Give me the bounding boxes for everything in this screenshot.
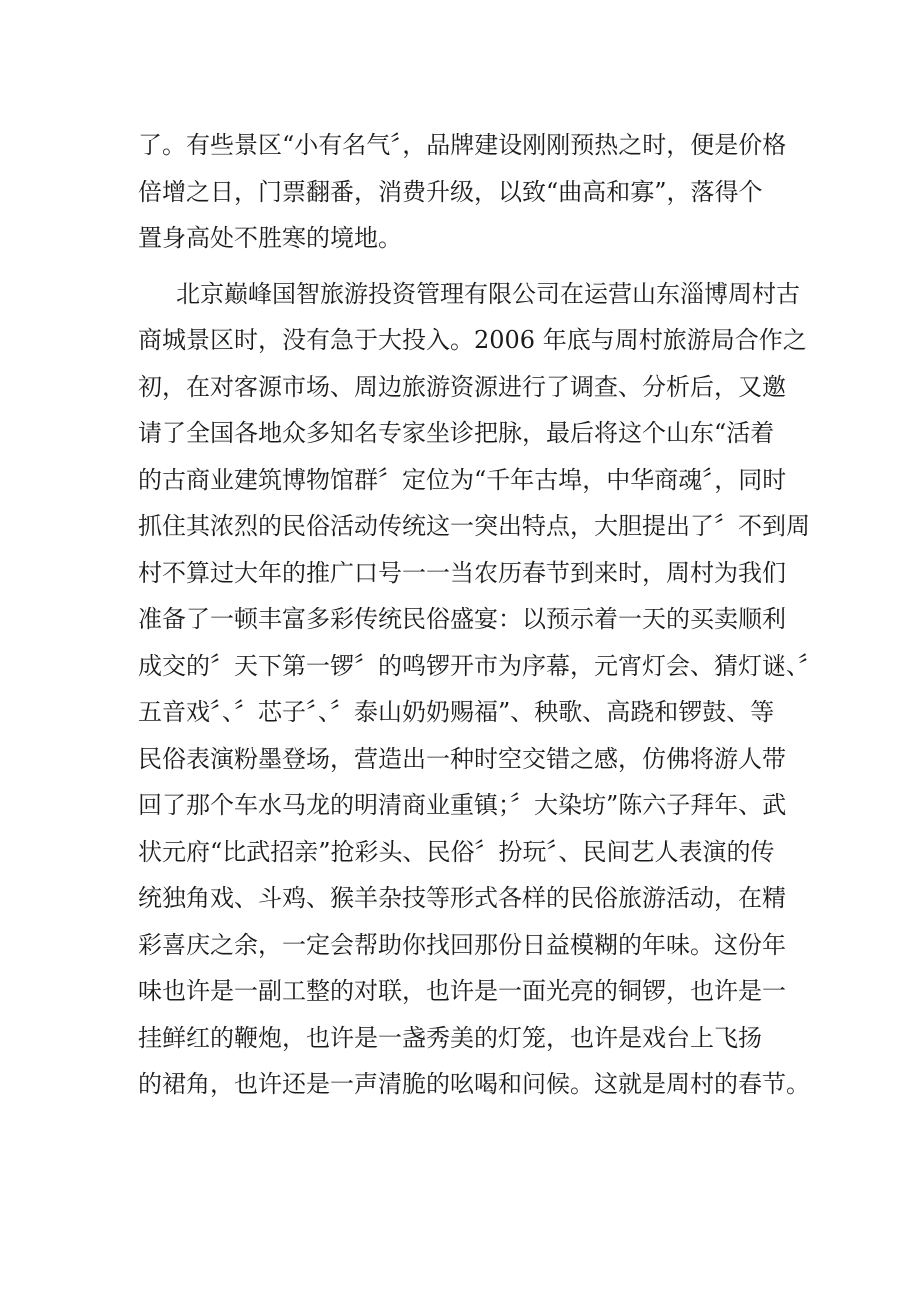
paragraph-line: 回了那个车水马龙的明清商业重镇；〞大染坊”陈六子拜年、武 — [138, 791, 787, 819]
paragraph-line: 村不算过大年的推广口号一一当农历春节到来时，周村为我们 — [138, 558, 786, 587]
paragraph-line: 五音戏〞、〞芯子〞、〞泰山奶奶赐福”、秧歌、高跷和锣鼓、等 — [138, 698, 775, 726]
paragraph-line: 初，在对客源市场、周边旅游资源进行了调查、分析后，又邀 — [138, 372, 786, 401]
paragraph-line: 的古商业建筑博物馆群〞定位为“千年古埠，中华商魂〞，同时 — [138, 465, 787, 494]
paragraph-line: 成交的〞天下第一锣〞的鸣锣开市为序幕，元宵灯会、猜灯谜、〞 — [138, 651, 822, 680]
paragraph-line: 置身高处不胜寒的境地。 — [138, 224, 402, 252]
paragraph-2 — [138, 271, 822, 1108]
paragraph-line: 了。有些景区“小有名气〞，品牌建设刚刚预热之时，便是价格 — [138, 131, 787, 159]
paragraph-line: 准备了一顿丰富多彩传统民俗盛宴：以预示着一天的买卖顺利 — [138, 605, 786, 633]
paragraph-line: 挂鲜红的鞭炮，也许是一盏秀美的灯笼，也许是戏台上飞扬 — [138, 1023, 762, 1052]
paragraph-line: 统独角戏、斗鸡、猴羊杂技等形式各样的民俗旅游活动，在精 — [138, 884, 786, 912]
paragraph-line: 民俗表演粉墨登场，营造出一种时空交错之感，仿佛将游人带 — [138, 744, 786, 773]
paragraph-line: 抓住其浓烈的民俗活动传统这一突出特点，大胆提出了〞不到周 — [138, 512, 810, 540]
document-body — [138, 122, 822, 1108]
paragraph-1 — [138, 122, 818, 262]
paragraph-line: 北京巅峰国智旅游投资管理有限公司在运营山东淄博周村古 — [176, 279, 800, 308]
paragraph-line: 请了全国各地众多知名专家坐诊把脉，最后将这个山东“活着 — [138, 419, 775, 447]
paragraph-line: 味也许是一副工整的对联，也许是一面光亮的铜锣，也许是一 — [138, 977, 786, 1005]
paragraph-line: 彩喜庆之余，一定会帮助你找回那份日益模糊的年味。这份年 — [138, 930, 786, 959]
paragraph-line: 商城景区时，没有急于大投入。2006 年底与周村旅游局合作之 — [138, 326, 807, 354]
paragraph-line: 倍增之日，门票翻番，消费升级，以致“曲高和寡”，落得个 — [138, 177, 763, 206]
paragraph-line: 状元府“比武招亲”抢彩头、民俗〞扮玩〞、民间艺人表演的传 — [138, 837, 775, 866]
paragraph-line: 的裙角，也许还是一声清脆的吆喝和问候。这就是周村的春节。 — [138, 1070, 810, 1098]
